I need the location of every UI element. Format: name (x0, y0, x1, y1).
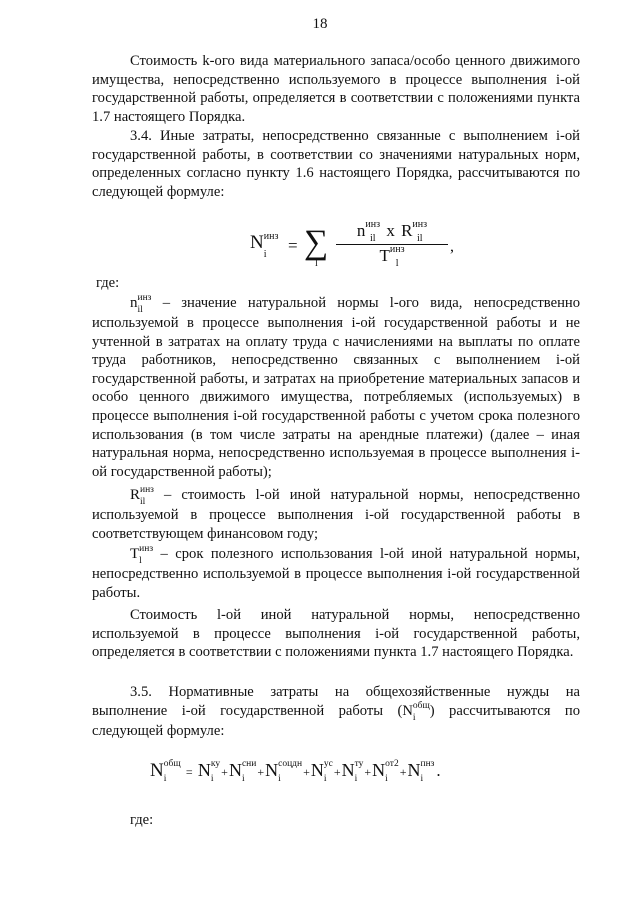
definition-t (92, 545, 580, 602)
where-label-1: где: (96, 275, 120, 291)
formula2-term: N соцдн i (265, 759, 303, 784)
formula2-plus: + (303, 765, 310, 779)
sigma-symbol: ∑ (304, 224, 329, 261)
sigma-subscript: l (315, 258, 318, 269)
definition-r-symbol: R инз il (130, 485, 154, 507)
fraction-denominator: T инз l (379, 244, 405, 269)
fraction-numerator: n инз il x R инз il (336, 220, 448, 245)
formula2-term: N от2 i (372, 759, 399, 784)
paragraph-3-4: 3.4. Иные затраты, непосредственно связанные с выполнением i-ой государственной работы, в соответствии со значениями натуральных норм, определенных согласно пункту 1.6 настоящего Порядка, рассчитываются по следующей формуле: (92, 128, 580, 200)
formula2-term: N ту i (341, 759, 364, 784)
where-label-2: где: (130, 812, 154, 828)
formula2-term: N ус i (310, 759, 333, 784)
formula2-plus: + (221, 765, 228, 779)
definition-n (92, 294, 580, 481)
formula-fraction (336, 220, 448, 268)
formula2-plus: + (399, 765, 407, 779)
paragraph-3-5: 3.5. Нормативные затраты на общехозяйственные нужды на выполнение i-ой государственной работы (N общ i ) рассчитываются по следующей формуле: (92, 684, 580, 739)
formula2-equals: = (185, 765, 193, 779)
formula-general-needs (150, 760, 441, 784)
formula2-lhs: N общ i (150, 759, 181, 784)
definition-t-text: – срок полезного использования l-ой иной натуральной нормы, непосредственно используемой в процессе выполнения i-ой государственной работы. (92, 546, 580, 601)
formula-other-costs (250, 220, 470, 280)
paragraph-material-cost: Стоимость k-ого вида материального запаса/особо ценного движимого имущества, непосредственно используемого в процессе выполнения i-ой государственной работы, определяется в соответствии с положениями пункта 1.7 настоящего Порядка. (92, 53, 580, 125)
definition-t-symbol: T инз l (130, 544, 154, 566)
formula-comma: , (450, 238, 454, 255)
formula2-plus: + (364, 765, 372, 779)
definition-n-symbol: n инз il (130, 293, 152, 315)
paragraph-natural-norm-cost: Стоимость l-ой иной натуральной нормы, непосредственно используемой в процессе выполнения i-ой государственной работы, определяется в соответствии с положениями пункта 1.7 настоящего Порядка. (92, 607, 580, 661)
formula2-term: N сни i (228, 759, 257, 784)
definition-r (92, 486, 580, 543)
page-number: 18 (312, 16, 328, 32)
formula2-term: N ку i (197, 759, 221, 784)
formula2-term: N пнз i (407, 759, 435, 784)
definition-n-text: – значение натуральной нормы l-ого вида, непосредственно используемой в процессе выполнения i-ой государственной работы и не учтенной в затратах на оплату труда с начислениями на выплаты по оплате труда работников, непосредственно связанных с выполнением i-ой государственной работы, и затратах на приобретение материальных запасов и особо ценного движимого имущества, потребляемых (используемых) в процессе выполнения i-ой государственной работы с учетом срока полезного использования (в том числе затраты на арендные платежи) (далее – иная натуральная норма, непосредственно используемая в процессе выполнения i-ой государственной работы); (92, 295, 580, 480)
definition-r-text: – стоимость l-ой иной натуральной нормы, непосредственно используемой в процессе выполнения i-ой государственной работы в соответствующем финансовом году; (92, 487, 580, 542)
formula2-terms (197, 759, 435, 784)
formula2-plus: + (257, 765, 265, 779)
formula-equals: = (288, 236, 298, 255)
formula-lhs: N инз i (250, 231, 279, 260)
formula2-plus: + (333, 765, 341, 779)
formula2-end: . (436, 761, 441, 780)
